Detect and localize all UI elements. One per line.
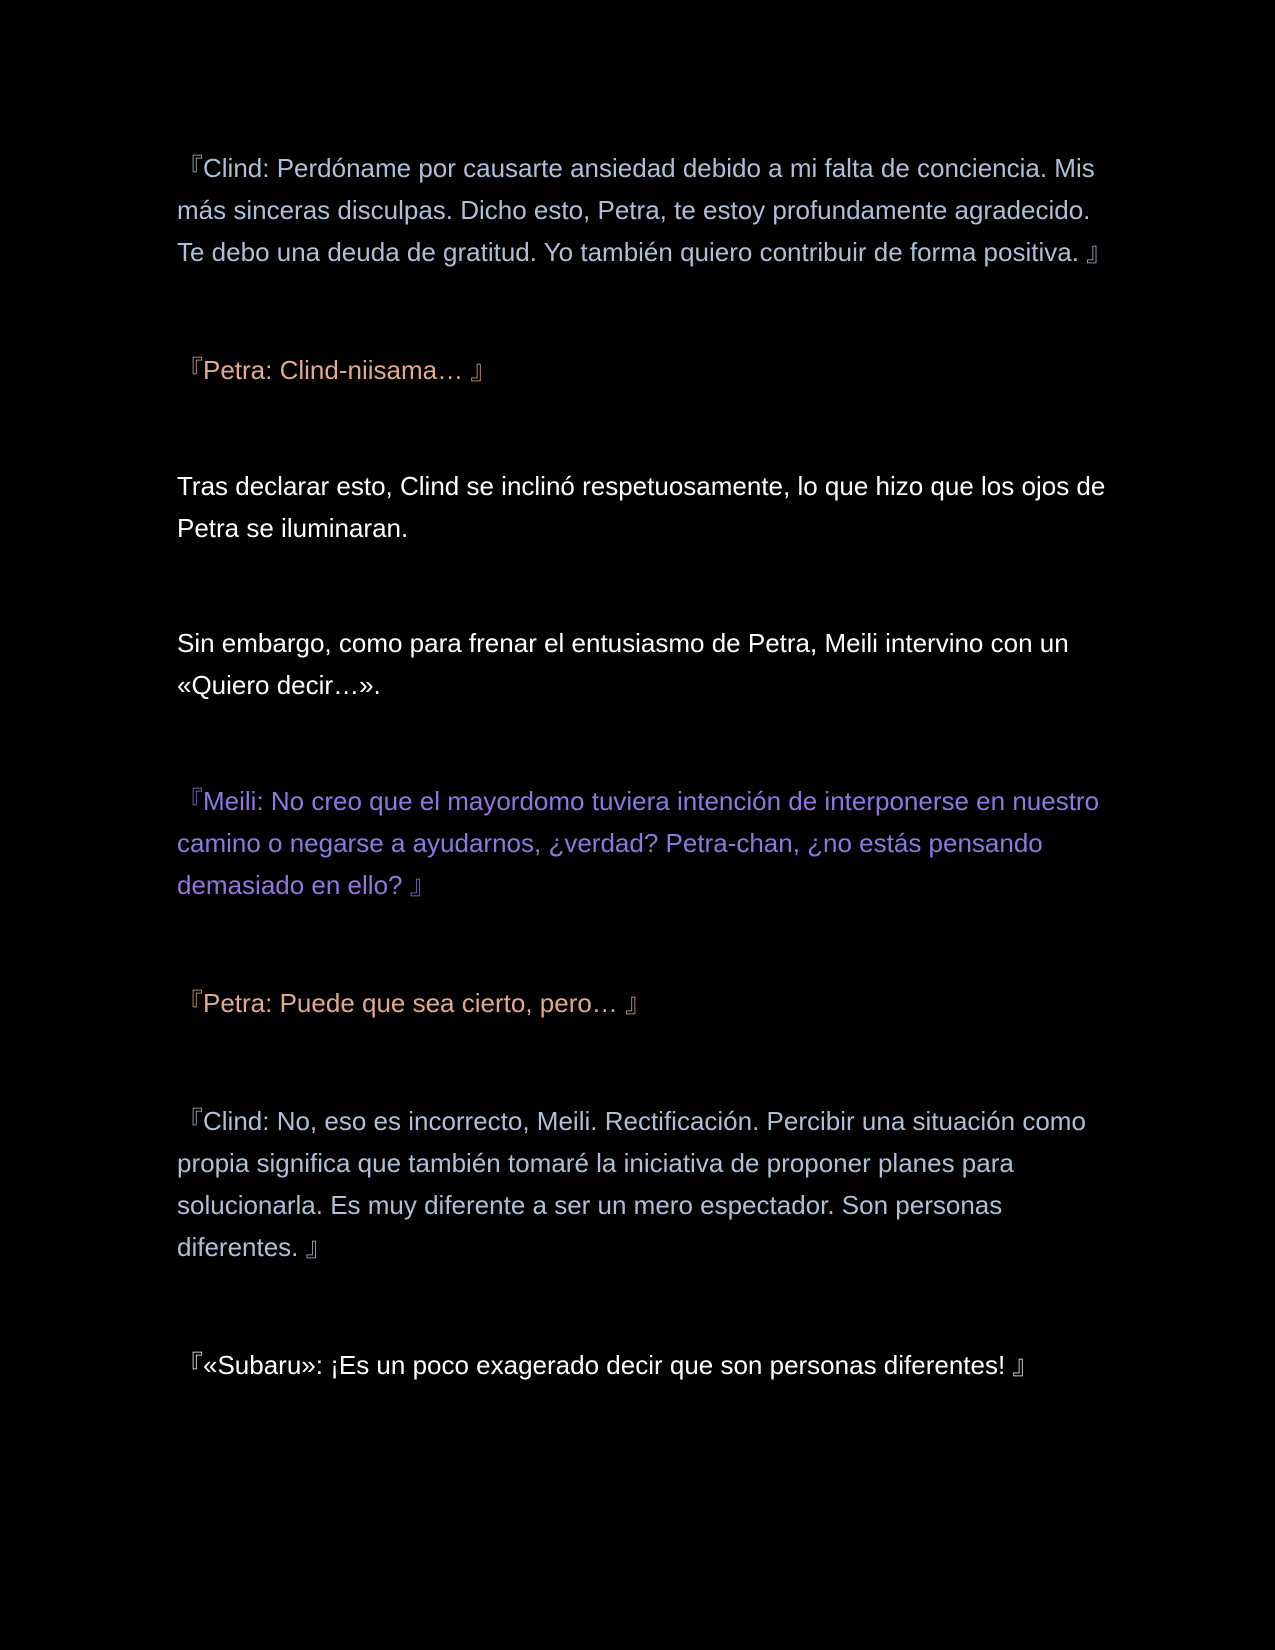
narration-clind-bows: Tras declarar esto, Clind se inclinó respetuosamente, lo que hizo que los ojos de Petra se iluminaran. [177,471,1106,543]
dialogue-petra-maybe: 『Petra: Puede que sea cierto, pero… 』 [177,988,652,1018]
dialogue-meili-butler: 『Meili: No creo que el mayordomo tuviera intención de interponerse en nuestro camino o negarse a ayudarnos, ¿verdad? Petra-chan, ¿no estás pensando demasiado en ello? 』 [177,786,1100,900]
document-page [177,147,1113,1386]
dialogue-clind-apology: 『Clind: Perdóname por causarte ansiedad debido a mi falta de conciencia. Mis más sinceras disculpas. Dicho esto, Petra, te estoy profundamente agradecido. Te debo una deuda de gratitud. Yo también quiero contribuir de forma positiva. 』 [177,153,1113,267]
dialogue-clind-rectification: 『Clind: No, eso es incorrecto, Meili. Rectificación. Percibir una situación como propia significa que también tomaré la iniciativa de proponer planes para solucionarla. Es muy diferente a ser un mero espectador. Son personas diferentes. 』 [177,1106,1086,1262]
dialogue-petra-niisama: 『Petra: Clind-niisama… 』 [177,355,497,385]
narration-meili-intervenes: Sin embargo, como para frenar el entusiasmo de Petra, Meili intervino con un «Quiero decir…». [177,628,1069,700]
dialogue-subaru-exaggerated: 『«Subaru»: ¡Es un poco exagerado decir que son personas diferentes! 』 [177,1350,1039,1380]
